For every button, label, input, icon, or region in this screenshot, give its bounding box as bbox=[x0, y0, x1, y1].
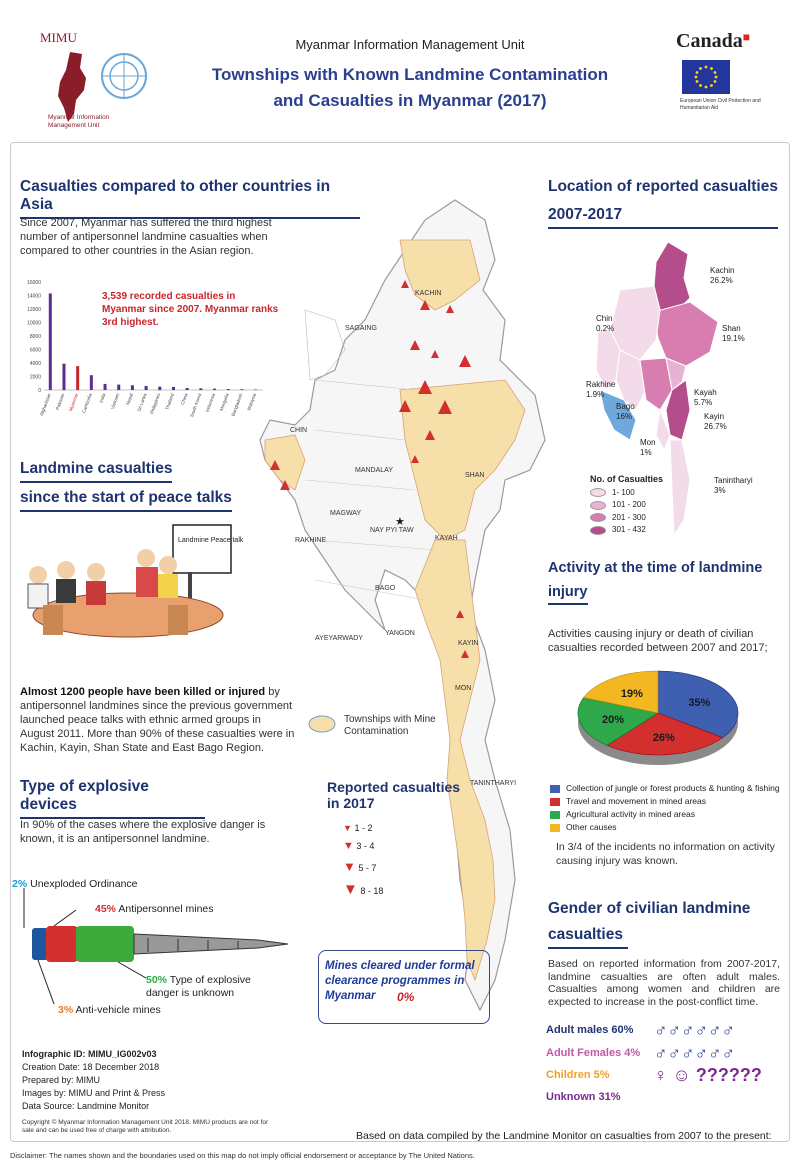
map-label-bago: BAGO bbox=[375, 585, 396, 592]
activity-legend bbox=[550, 783, 780, 835]
pie-slice-label: 26% bbox=[652, 732, 675, 745]
bar-afghanistan bbox=[49, 293, 52, 390]
bar-bangladesh bbox=[240, 389, 243, 390]
bar-cambodia bbox=[90, 375, 93, 390]
male-icons: ♂♂♂♂♂♂ bbox=[654, 1019, 735, 1040]
bar-india bbox=[104, 384, 107, 390]
map-label-rakhine: RAKHINE bbox=[295, 537, 327, 544]
org-name: Myanmar Information Management Unit bbox=[295, 37, 525, 52]
activity-text: Activities causing injury or death of civilian casualties recorded between 2007 and 2017; bbox=[548, 628, 768, 654]
female-icons: ♂♂♂♂♂♂ bbox=[654, 1042, 735, 1063]
map-label-mon: MON bbox=[455, 685, 472, 692]
gender-section-title: Gender of civilian landmine casualties bbox=[548, 900, 750, 949]
y-tick-label: 10000 bbox=[27, 320, 41, 327]
map-label-shan: SHAN bbox=[465, 472, 485, 479]
y-tick-label: 4000 bbox=[29, 361, 41, 367]
eu-flag-icon bbox=[682, 60, 730, 94]
location-tanintharyi: Tanintharyi 3% bbox=[714, 476, 753, 495]
x-tick-label: Mongolia bbox=[218, 392, 230, 412]
asia-section-title: Casualties compared to other countries in Asia bbox=[20, 178, 360, 219]
location-kachin: Kachin 26.2% bbox=[710, 266, 735, 285]
map-label-sagaing: SAGAING bbox=[345, 325, 377, 332]
x-tick-label: Myanmar bbox=[67, 392, 80, 412]
map-label-yangon: YANGON bbox=[385, 630, 415, 637]
children-icons: ♀ ☺ ?????? bbox=[654, 1064, 762, 1085]
contamination-legend-label: Townships with Mine Contamination bbox=[344, 714, 436, 737]
location-mon: Mon 1% bbox=[640, 438, 656, 457]
explosive-section-title: Type of explosive devices bbox=[20, 778, 205, 819]
x-tick-label: Nepal bbox=[125, 392, 134, 406]
bar-vietnam bbox=[117, 385, 120, 390]
pie-slice-label: 35% bbox=[688, 696, 711, 709]
maple-leaf-icon: ■ bbox=[742, 30, 750, 44]
peace-section-title: Landmine casualties since the start of peace talks bbox=[20, 460, 232, 512]
bar-sri-lanka bbox=[145, 386, 148, 390]
x-tick-label: Pakistan bbox=[54, 392, 66, 411]
legend-agriculture: Agricultural activity in mined areas bbox=[550, 809, 780, 819]
bar-south-korea bbox=[199, 388, 202, 390]
uxo-legend: 2% Unexploded Ordinance bbox=[12, 878, 138, 890]
y-tick-label: 8000 bbox=[29, 334, 41, 340]
gender-row-children: Children 5% ♀ ☺ ?????? bbox=[546, 1064, 762, 1085]
mines-cleared-value: 0% bbox=[397, 990, 415, 1004]
location-legend: No. of Casualties 1- 100 101 - 200 201 - 300 301 - 432 bbox=[590, 474, 664, 535]
mines-cleared-text: Mines cleared under formal clearance programmes in Myanmar bbox=[325, 960, 475, 1002]
peace-talks-illustration bbox=[18, 520, 258, 660]
location-chin: Chin 0.2% bbox=[596, 314, 615, 333]
y-tick-label: 12000 bbox=[27, 307, 41, 313]
legend-other: Other causes bbox=[550, 822, 780, 832]
location-section-title: Location of reported casualties 2007-2017 bbox=[548, 178, 778, 229]
bar-indonesia bbox=[213, 389, 216, 390]
explosive-text: In 90% of the cases where the explosive danger is known, it is an antipersonnel landmine. bbox=[20, 819, 266, 845]
gender-text: Based on reported information from 2007-2017, landmine casualties are often adult males. Casualties among women and children are expected to increase in the post-conflict time. bbox=[548, 958, 780, 1008]
gender-row-unknown: Unknown 31% bbox=[546, 1091, 621, 1103]
contamination-swatch-icon bbox=[308, 714, 338, 734]
map-label-ayeyarwady: AYEYARWADY bbox=[315, 635, 363, 642]
y-tick-label: 0 bbox=[38, 388, 41, 394]
av-legend: 3% Anti-vehicle mines bbox=[58, 1004, 161, 1016]
y-tick-label: 2000 bbox=[29, 374, 41, 381]
pie-slice-label: 19% bbox=[620, 687, 643, 700]
gender-row-adult-females: Adult Females 4% ♂♂♂♂♂♂ bbox=[546, 1042, 735, 1063]
legend-5-7: ▼ 5 - 7 bbox=[343, 859, 377, 874]
legend-1-2: ▼ 1 - 2 bbox=[343, 823, 373, 833]
y-tick-label: 6000 bbox=[29, 347, 41, 354]
location-kayah: Kayah 5.7% bbox=[694, 388, 717, 407]
legend-3-4: ▼ 3 - 4 bbox=[343, 840, 375, 852]
unknown-legend: 50% Type of explosive danger is unknown bbox=[146, 974, 251, 999]
footer-note: Based on data compiled by the Landmine Monitor on casualties from 2007 to the present: bbox=[356, 1130, 772, 1142]
location-bago: Bago 16% bbox=[616, 402, 635, 421]
map-label-kayin: KAYIN bbox=[458, 640, 479, 647]
mines-cleared-box bbox=[318, 950, 490, 1024]
x-tick-label: Vietnam bbox=[109, 392, 121, 410]
bar-myanmar bbox=[76, 366, 79, 390]
x-tick-label: Sri Lanka bbox=[136, 392, 148, 413]
info-block: Infographic ID: MIMU_IG002v03 Creation Date: 18 December 2018 Prepared by: MIMU Images by: MIMU and Print & Press Data Source: Landmine Monitor Copyright © Myanmar Information Management Unit 2018. MIMU products are not for sale and can be used free of charge with attribution. bbox=[22, 1049, 269, 1134]
location-shan: Shan 19.1% bbox=[722, 324, 745, 343]
activity-note: In 3/4 of the incidents no information on activity causing injury was known. bbox=[556, 841, 775, 867]
bar-malaysia bbox=[254, 389, 257, 390]
x-tick-label: Afghanistan bbox=[38, 392, 52, 417]
y-tick-label: 14000 bbox=[27, 293, 41, 300]
location-rakhine: Rakhine 1.9% bbox=[586, 380, 616, 399]
peace-text: Almost 1200 people have been killed or injured by antipersonnel landmines since the previous government launched peace talks with ethnic armed groups in August 2011. More than 90% of these casualties were in Kachin, Kayin, Shan State and East Bago Region. bbox=[20, 686, 295, 754]
bar-pakistan bbox=[62, 364, 65, 390]
gender-row-adult-males: Adult males 60% ♂♂♂♂♂♂ bbox=[546, 1019, 735, 1040]
legend-collection: Collection of jungle or forest products & hunting & fishing bbox=[550, 783, 780, 793]
sign-text: Landmine Peace talk bbox=[178, 537, 244, 544]
asia-highlight: 3,539 recorded casualties in Myanmar since 2007. Myanmar ranks 3rd highest. bbox=[102, 291, 279, 328]
map-label-naypyitaw: NAY PYI TAW bbox=[370, 527, 414, 534]
bar-thailand bbox=[172, 387, 175, 390]
pie-slice-label: 20% bbox=[602, 714, 625, 727]
gender-rows bbox=[546, 1018, 786, 1108]
x-tick-label: Thailand bbox=[164, 392, 175, 411]
location-kayin: Kayin 26.7% bbox=[704, 412, 727, 431]
legend-8-18: ▼ 8 - 18 bbox=[343, 881, 384, 898]
activity-section-title: Activity at the time of landmine injury bbox=[548, 560, 762, 605]
map-label-mandalay: MANDALAY bbox=[355, 467, 393, 474]
y-tick-label: 16000 bbox=[27, 280, 41, 286]
legend-travel: Travel and movement in mined areas bbox=[550, 796, 780, 806]
activity-pie-chart bbox=[568, 665, 748, 775]
map-label-chin: CHIN bbox=[290, 427, 308, 434]
map-label-kayah: KAYAH bbox=[435, 535, 458, 542]
x-tick-label: Malaysia bbox=[246, 392, 258, 412]
reported-casualties-title: Reported casualties in 2017 bbox=[327, 779, 461, 811]
x-tick-label: South Korea bbox=[189, 392, 203, 418]
x-tick-label: Bangladesh bbox=[230, 392, 244, 417]
capital-star-icon: ★ bbox=[395, 515, 405, 528]
mimu-logo-text: MIMU bbox=[40, 30, 77, 45]
bar-china bbox=[186, 388, 189, 390]
bar-philippines bbox=[158, 387, 161, 390]
x-tick-label: Indonesia bbox=[204, 392, 216, 413]
x-tick-label: India bbox=[98, 392, 107, 404]
eu-text: European Union Civil Protection and Humanitarian Aid bbox=[680, 98, 761, 111]
disclaimer: Disclaimer: The names shown and the boundaries used on this map do not imply official endorsement or acceptance by The United Nations. bbox=[10, 1151, 475, 1160]
ap-legend: 45% Antipersonnel mines bbox=[95, 903, 214, 915]
x-tick-label: Philippines bbox=[149, 392, 162, 415]
bar-mongolia bbox=[227, 389, 230, 390]
x-tick-label: Cambodia bbox=[81, 392, 93, 414]
map-label-kachin: KACHIN bbox=[415, 290, 442, 297]
reported-casualties-legend bbox=[343, 823, 383, 898]
canada-wordmark: Canada■ bbox=[676, 30, 750, 52]
page-title: Townships with Known Landmine Contamination and Casualties in Myanmar (2017) bbox=[211, 65, 609, 110]
asia-text: Since 2007, Myanmar has suffered the third highest number of antipersonnel landmine casualties when compared to other countries in the Asian region. bbox=[20, 217, 272, 257]
bar-nepal bbox=[131, 385, 134, 390]
x-tick-label: China bbox=[179, 392, 189, 406]
map-label-magway: MAGWAY bbox=[330, 510, 362, 517]
mimu-logo-subtext: Myanmar Information Management Unit bbox=[48, 114, 110, 129]
map-label-tanintharyi: TANINTHARYI bbox=[470, 780, 517, 787]
